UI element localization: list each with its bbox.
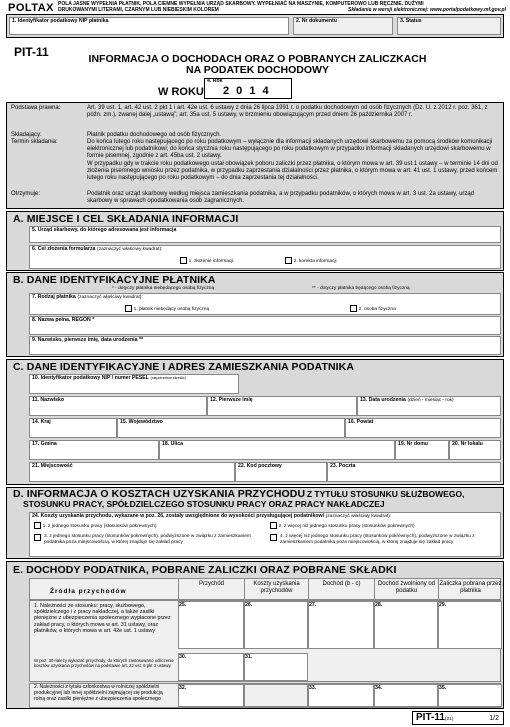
purpose-submit-checkbox[interactable] — [180, 257, 187, 264]
payer-person-checkbox[interactable] — [350, 305, 357, 312]
payer-type-field: 7. Rodzaj płatnika (zaznaczyć właściwy kwadrat): 1. płatnik niebędący osobą fizyczną 2. osoba fizyczna — [29, 293, 501, 315]
county-field[interactable]: 16. Powiat — [345, 418, 501, 438]
costs-opt2-checkbox[interactable] — [270, 522, 277, 529]
apartment-number-field[interactable]: 20. Nr lokalu — [449, 440, 501, 460]
field-27[interactable]: 27. — [308, 601, 374, 649]
first-name-field[interactable]: 12. Pierwsze imię — [207, 396, 357, 416]
section-b: B. DANE IDENTYFIKACYJNE PŁATNIKA * - dotyczy płatnika niebędącego osobą fizyczną ** - dotyczy płatnika będącego osobą fizyczną 7. Rodzaj płatnika (zaznaczyć właściwy kwadrat): 1. płatnik niebędący osobą fizyczną 2. osoba fizyczna 8. Nazwa pełna, REGON * 9. Nazwisko, pierwsze imię, data urodzenia ** — [6, 272, 504, 357]
taxpayer-id-field[interactable]: 10. Identyfikator podatkowy NIP / numer PESEL (niepotrzebne skreślić) — [29, 374, 239, 394]
costs-field: 24. Koszty uzyskania przychodu, wykazane w poz. 26, zostały uwzględnione do wysokości przysługującej podatnikowi (zaznaczyć właściwy kwadrat): 1. z jednego stosunku pracy (stosunków pokrewnych) 2. z więcej niż jednego stosunku pracy (stosunków pokrewnych) 3. z jednego stosunku pracy (stosunków pokrewnych), podwyższone w związku z zamieszkaniem podatnika poza miejscowością, w której znajduje się zakład pracy 4. z więcej niż jednego stosunku pracy (stosunków pokrewnych), podwyższone w związku z zamieszkaniem podatnika poza miejscowością, w której znajduje się zakład pracy — [29, 512, 501, 557]
voivodeship-field[interactable]: 15. Województwo — [117, 418, 345, 438]
field-34[interactable]: 34. — [374, 684, 438, 707]
section-a — [6, 211, 504, 271]
field-35[interactable]: 35. — [438, 684, 502, 707]
form-purpose-field: 6. Cel złożenia formularza (zaznaczyć właściwy kwadrat): 1. złożenie informacji 2. korekta informacji — [29, 245, 501, 269]
field-31[interactable]: 31. — [244, 653, 308, 681]
field-28[interactable]: 28. — [374, 601, 438, 649]
section-a-title: A. MIEJSCE I CEL SKŁADANIA INFORMACJI — [13, 213, 239, 225]
field-26[interactable]: 26. — [244, 601, 308, 649]
birth-date-field[interactable]: 13. Data urodzenia (dzień - miesiąc - rok) — [357, 396, 501, 416]
payer-legal-checkbox[interactable] — [125, 305, 132, 312]
form-code: PIT-11 — [14, 45, 49, 59]
section-c — [6, 359, 504, 485]
income-row-employment: 1. Należności ze stosunku: pracy, służbowego, spółdzielczego i z pracy nakładczej, a także zasiłki pieniężne z ubezpieczenia społecznego wypłacone przez zakład pracy, o których mowa w art. 31 ustawy, oraz płatników, o których mowa w art. 42e ust. 1 ustawy W poz. 30 należy wykazać przychody, do których zastosowano odliczenie kosztów uzyskania przychodów na podstawie art. 22 ust. 9 pkt 3 ustawy. 25. 26. 27. 28. 29. 30. 31. — [29, 600, 501, 682]
header-fields — [6, 14, 504, 38]
form-title: INFORMACJA O DOCHODACH ORAZ O POBRANYCH ZALICZKACH NA PODATEK DOCHODOWY — [88, 53, 427, 77]
street-field[interactable]: 18. Ulica — [159, 440, 395, 460]
post-office-field[interactable]: 23. Poczta — [327, 462, 501, 482]
section-d-title: D. INFORMACJA O KOSZTACH UZYSKANIA PRZYCHODU — [13, 488, 306, 500]
doc-number-field: 2. Nr dokumentu — [293, 17, 393, 35]
section-d: D. INFORMACJA O KOSZTACH UZYSKANIA PRZYCHODU Z TYTUŁU STOSUNKU SŁUŻBOWEGO, STOSUNKU PRACY, SPÓŁDZIELCZEGO STOSUNKU PRACY ORAZ PRACY NAKŁADCZEJ 24. Koszty uzyskania przychodu, wykazane w poz. 26, zostały uwzględnione do wysokości przysługującej podatnikowi (zaznaczyć właściwy kwadrat): 1. z jednego stosunku pracy (stosunków pokrewnych) 2. z więcej niż jednego stosunku pracy (stosunków pokrewnych) 3. z jednego stosunku pracy (stosunków pokrewnych), podwyższone w związku z zamieszkaniem podatnika poza miejscowością, w której znajduje się zakład pracy 4. z więcej niż jednego stosunku pracy (stosunków pokrewnych), podwyższone w związku z zamieszkaniem podatnika poza miejscowością, w której znajduje się zakład pracy — [6, 487, 504, 559]
payer-person-field[interactable]: 9. Nazwisko, pierwsze imię, data urodzenia ** — [29, 336, 501, 355]
year-label: W ROKU — [158, 86, 204, 98]
info-block: Podstawa prawna: Art. 39 ust. 1, art. 42 ust. 2 pkt 1 i art. 42e ust. 6 ustawy z dnia 26 lipca 1991 r. o podatku dochodowym od osób fizycznych (Dz. U. z 2012 r. poz. 361, z późn. zm.), zwanej dalej „ustawą”; art. 35a ust. 5 ustawy, w brzmieniu obowiązującym przed dniem 26 października 2007 r. Składający: Płatnik podatku dochodowego od osób fizycznych. Termin składania: Do końca lutego roku następującego po roku podatkowym – wyłącznie dla informacji składanych urzędowi skarbowemu za pomocą środków komunikacji elektronicznej lub podatnikowi; do końca stycznia roku następującego po roku podatkowym w przypadku informacji składanych urzędowi skarbowemu w formie pisemnej, zgodnie z art. 45ba ust. 2 ustawy. W przypadku gdy w trakcie roku podatkowego ustał obowiązek poboru zaliczki przez płatnika, o którym mowa w art. 39 ust.1 ustawy – w terminie 14 dni od złożenia pisemnego wniosku przez podatnika, w przypadku zaprzestania działalności przez płatnika, o którym mowa w art. 41 ust. 1 ustawy, przed końcem lutego roku następującego po roku podatkowym – do dnia zaprzestania tej działalności. Otrzymuje: Podatnik oraz urząd skarbowy według miejsca zamieszkania podatnika, a w przypadku podatników, o których mowa w art. 3 ust. 2a ustawy, urząd skarbowy w sprawach opodatkowania osób zagranicznych. — [6, 102, 504, 209]
country-field[interactable]: 14. Kraj — [29, 418, 117, 438]
postal-code-field[interactable]: 22. Kod pocztowy — [235, 462, 327, 482]
section-e-title: E. DOCHODY PODATNIKA, POBRANE ZALICZKI ORAZ POBRANE SKŁADKI — [13, 564, 397, 576]
field-29[interactable]: 29. — [438, 601, 502, 649]
page-number: 1/2 — [489, 715, 499, 722]
nip-field[interactable]: 1. Identyfikator podatkowy NIP płatnika — [9, 17, 289, 35]
field-33[interactable]: 33. — [308, 684, 374, 707]
year-value: 2 0 1 4 — [223, 85, 271, 97]
footer-form-id: PIT-11(21) 1/2 — [412, 711, 504, 725]
costs-opt3-checkbox[interactable] — [34, 534, 41, 541]
costs-opt1-checkbox[interactable] — [34, 522, 41, 529]
section-e — [6, 561, 504, 709]
income-table-header: Źródła przychodów Przychód Koszty uzyskania przychodów Dochód (b - c) Dochód zwolniony od podatku Zaliczka pobrana przez płatnika — [29, 578, 501, 600]
section-b-title: B. DANE IDENTYFIKACYJNE PŁATNIKA — [13, 274, 216, 286]
tax-office-field[interactable]: 5. Urząd skarbowy, do którego adresowana jest informacja — [29, 226, 501, 243]
house-number-field[interactable]: 19. Nr domu — [395, 440, 449, 460]
header-instructions: POLA JASNE WYPEŁNIA PŁATNIK, POLA CIEMNE WYPEŁNIA URZĄD SKARBOWY. WYPEŁNIAĆ NA MASZYNIE, KOMPUTEROWO LUB RĘCZNIE, DUŻYMI DRUKOWANYMI LITERAMI, CZARNYM LUB NIEBIESKIM KOLOREM Składanie w wersji elektronicznej: www.portalpodatkowy.mf.gov.pl — [58, 1, 506, 13]
field-25[interactable]: 25. — [178, 601, 244, 649]
field-30[interactable]: 30. — [178, 653, 244, 681]
costs-opt4-checkbox[interactable] — [270, 534, 277, 541]
status-field: 3. Status — [397, 17, 501, 35]
year-field[interactable]: 4. Rok 2 0 1 4 — [204, 78, 292, 99]
field-32[interactable]: 32. — [178, 684, 244, 707]
section-c-title: C. DANE IDENTYFIKACYJNE I ADRES ZAMIESZKANIA PODATNIKA — [13, 361, 355, 373]
commune-field[interactable]: 17. Gmina — [29, 440, 159, 460]
payer-name-field[interactable]: 8. Nazwa pełna, REGON * — [29, 316, 501, 335]
surname-field[interactable]: 11. Nazwisko — [29, 396, 207, 416]
city-field[interactable]: 21. Miejscowość — [29, 462, 235, 482]
purpose-correction-checkbox[interactable] — [285, 257, 292, 264]
brand-logo: POLTAX — [8, 2, 54, 14]
income-row-cooperative: 2. Należności z tytułu członkostwa w rolniczej spółdzielni produkcyjnej lub innej spółdzielni zajmującej się produkcją rolną oraz zasiłki pieniężne z ubezpieczenia społecznego 32. 33. 34. 35. — [29, 683, 501, 708]
